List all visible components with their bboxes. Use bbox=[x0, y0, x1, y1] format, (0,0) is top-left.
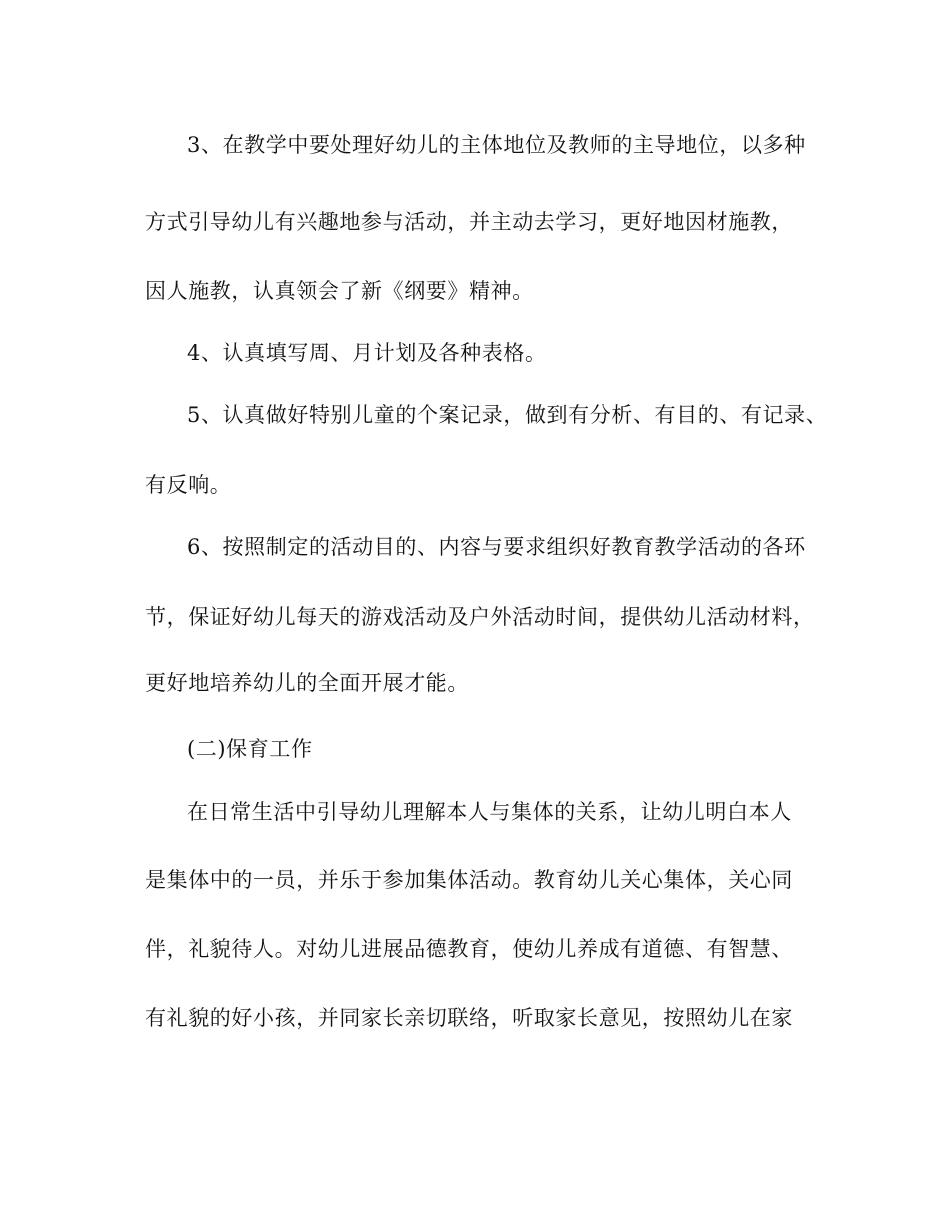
paragraph-care-line-3: 伴，礼貌待人。对幼儿进展品德教育，使幼儿养成有道德、有智慧、 bbox=[145, 937, 793, 961]
paragraph-item-3-line-2: 方式引导幼儿有兴趣地参与活动，并主动去学习，更好地因材施教， bbox=[145, 210, 793, 234]
paragraph-item-3-line-1: 3、在教学中要处理好幼儿的主体地位及教师的主导地位，以多种 bbox=[187, 133, 806, 157]
paragraph-care-line-1: 在日常生活中引导幼儿理解本人与集体的关系，让幼儿明白本人 bbox=[187, 800, 792, 824]
paragraph-item-5-line-2: 有反响。 bbox=[145, 473, 232, 497]
paragraph-item-5-line-1: 5、认真做好特别儿童的个案记录，做到有分析、有目的、有记录、 bbox=[187, 403, 828, 427]
paragraph-item-6-line-1: 6、按照制定的活动目的、内容与要求组织好教育教学活动的各环 bbox=[187, 535, 806, 559]
paragraph-item-4: 4、认真填写周、月计划及各种表格。 bbox=[187, 341, 547, 365]
paragraph-item-6-line-2: 节，保证好幼儿每天的游戏活动及户外活动时间，提供幼儿活动材料， bbox=[145, 605, 815, 629]
section-heading-care-work: (二)保育工作 bbox=[187, 737, 313, 761]
paragraph-item-3-line-3: 因人施教，认真领会了新《纲要》精神。 bbox=[145, 279, 534, 303]
paragraph-care-line-2: 是集体中的一员，并乐于参加集体活动。教育幼儿关心集体，关心同 bbox=[145, 868, 793, 892]
paragraph-care-line-4: 有礼貌的好小孩，并同家长亲切联络，听取家长意见，按照幼儿在家 bbox=[145, 1006, 793, 1030]
paragraph-item-6-line-3: 更好地培养幼儿的全面开展才能。 bbox=[145, 671, 469, 695]
